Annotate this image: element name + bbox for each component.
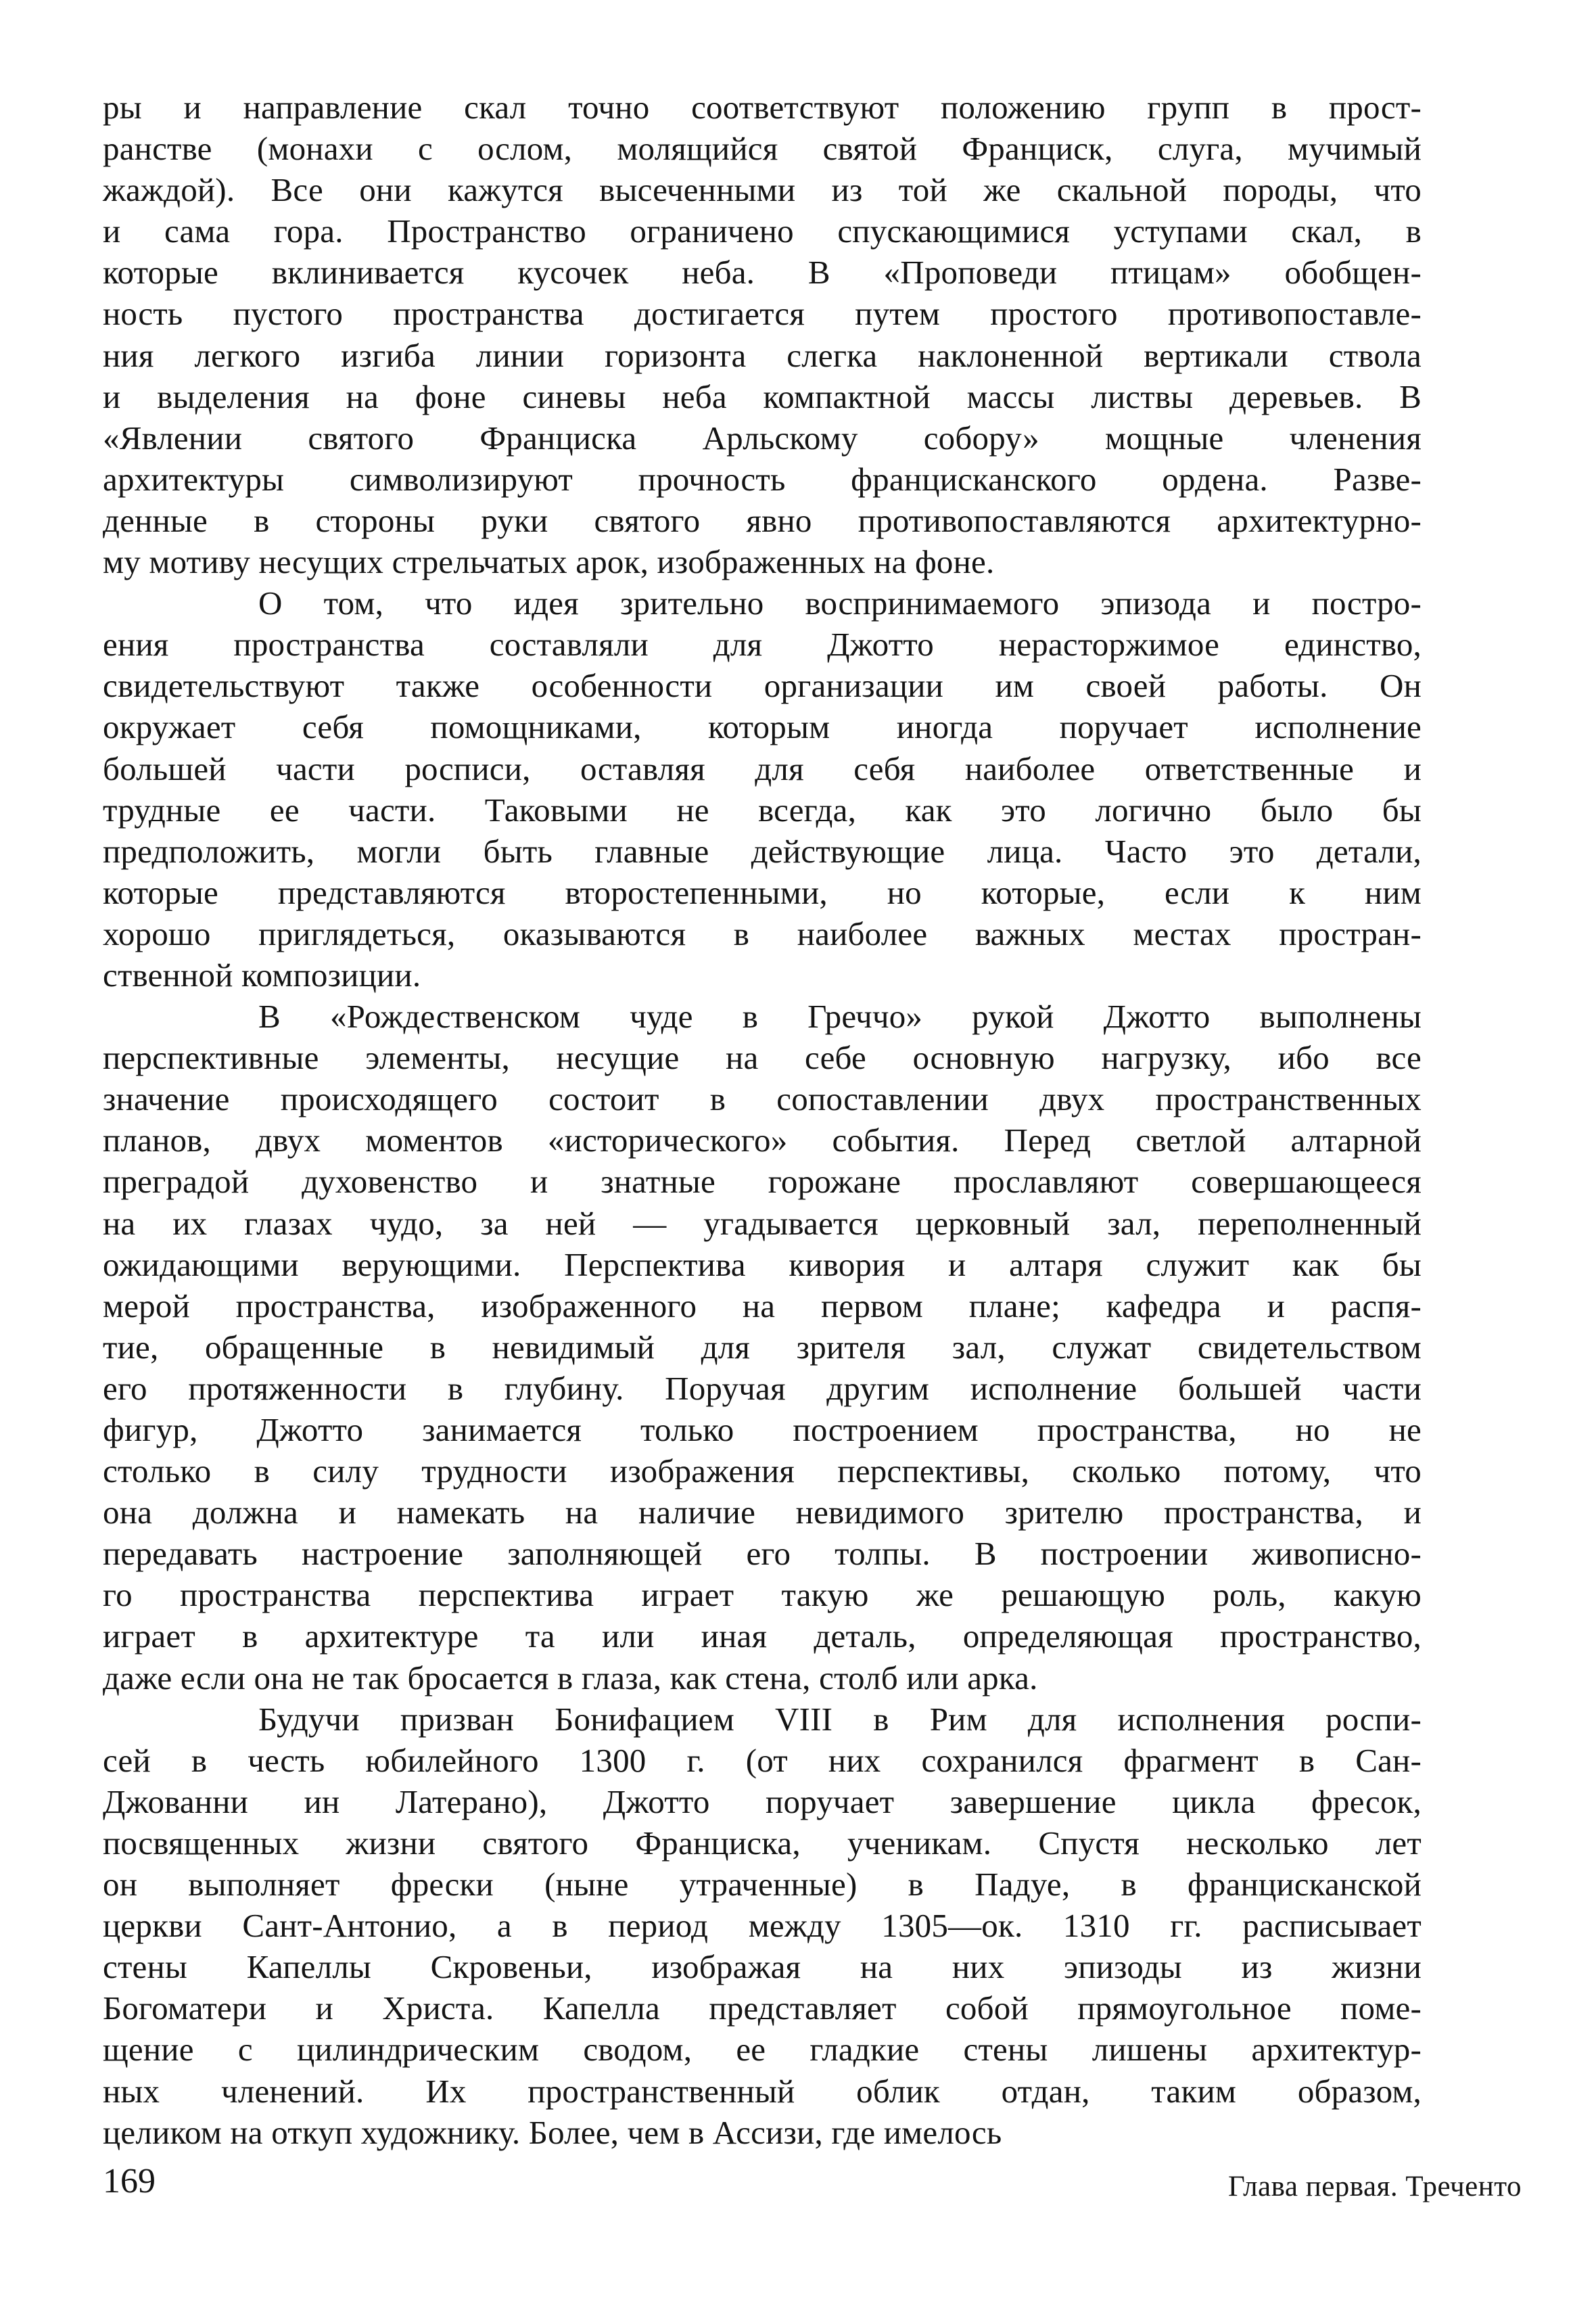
text-line: он выполняет фрески (ныне утраченные) в Падуе, в францисканской — [103, 1866, 1422, 1903]
text-line: окружает себя помощниками, которым иногда поручает исполнение — [103, 708, 1422, 746]
text-line: значение происходящего состоит в сопоставлении двух пространственных — [103, 1080, 1422, 1118]
text-line: ры и направление скал точно соответствуют положению групп в прост- — [103, 89, 1422, 126]
text-line: тие, обращенные в невидимый для зрителя зал, служат свидетельством — [103, 1328, 1422, 1366]
text-line: предположить, могли быть главные действующие лица. Часто это детали, — [103, 832, 1422, 870]
text-line: «Явлении святого Франциска Арльскому собору» мощные членения — [103, 419, 1422, 457]
text-line: мерой пространства, изображенного на первом плане; кафедра и распя- — [103, 1287, 1422, 1324]
text-line: О том, что идея зрительно воспринимаемого эпизода и постро- — [258, 584, 1422, 622]
text-line: го пространства перспектива играет такую же решающую роль, какую — [103, 1576, 1422, 1614]
text-line: фигур, Джотто занимается только построением пространства, но не — [103, 1411, 1422, 1448]
text-line: Богоматери и Христа. Капелла представляет собой прямоугольное поме- — [103, 1989, 1422, 2027]
text-line: столько в силу трудности изображения перспективы, сколько потому, что — [103, 1452, 1422, 1490]
text-line: Будучи призван Бонифацием VIII в Рим для исполнения роспи- — [258, 1700, 1422, 1738]
body-text — [103, 87, 1422, 2153]
text-line: трудные ее части. Таковыми не всегда, как это логично было бы — [103, 791, 1422, 829]
text-line: перспективные элементы, несущие на себе основную нагрузку, ибо все — [103, 1039, 1422, 1077]
text-line: она должна и намекать на наличие невидимого зрителю пространства, и — [103, 1494, 1422, 1531]
text-line: и выделения на фоне синевы неба компактной массы листвы деревьев. В — [103, 377, 1422, 415]
text-line: свидетельствуют также особенности организации им своей работы. Он — [103, 667, 1422, 705]
text-line: целиком на откуп художнику. Более, чем в Ассизи, где имелось — [103, 2113, 1002, 2151]
text-line: ранстве (монахи с ослом, молящийся святой Франциск, слуга, мучимый — [103, 130, 1422, 168]
text-line: которые представляются второстепенными, но которые, если к ним — [103, 873, 1422, 911]
text-line: ственной композиции. — [103, 956, 421, 994]
text-line: Джованни ин Латерано), Джотто поручает завершение цикла фресок, — [103, 1782, 1422, 1820]
text-line: его протяженности в глубину. Поручая другим исполнение большей части — [103, 1369, 1422, 1407]
running-title: Глава первая. Треченто — [1227, 2171, 1522, 2202]
text-line: ения пространства составляли для Джотто нерасторжимое единство, — [103, 626, 1422, 664]
text-line: большей части росписи, оставляя для себя наиболее ответственные и — [103, 749, 1422, 787]
text-line: сей в честь юбилейного 1300 г. (от них сохранился фрагмент в Сан- — [103, 1741, 1422, 1779]
text-line: В «Рождественском чуде в Греччо» рукой Джотто выполнены — [258, 998, 1422, 1036]
text-line: ожидающими верующими. Перспектива кивория и алтаря служит как бы — [103, 1245, 1422, 1283]
text-line: и сама гора. Пространство ограничено спускающимися уступами скал, в — [103, 212, 1422, 250]
page-number: 169 — [103, 2162, 156, 2200]
text-line: церкви Сант-Антонио, а в период между 1305—ок. 1310 гг. расписывает — [103, 1907, 1422, 1945]
text-line: на их глазах чудо, за ней — угадывается церковный зал, переполненный — [103, 1204, 1422, 1242]
text-line: даже если она не так бросается в глаза, как стена, столб или арка. — [103, 1659, 1038, 1697]
text-line: ния легкого изгиба линии горизонта слегка наклоненной вертикали ствола — [103, 336, 1422, 374]
text-line: преградой духовенство и знатные горожане прославляют совершающееся — [103, 1163, 1422, 1201]
text-line: денные в стороны руки святого явно противопоставляются архитектурно- — [103, 501, 1422, 539]
text-line: ность пустого пространства достигается путем простого противопоставле- — [103, 295, 1422, 333]
text-line: ных членений. Их пространственный облик отдан, таким образом, — [103, 2072, 1422, 2110]
text-line: архитектуры символизируют прочность францисканского ордена. Разве- — [103, 460, 1422, 498]
text-line: которые вклинивается кусочек неба. В «Проповеди птицам» обобщен- — [103, 254, 1422, 292]
text-line: му мотиву несущих стрельчатых арок, изображенных на фоне. — [103, 543, 995, 581]
text-line: хорошо приглядеться, оказываются в наиболее важных местах простран- — [103, 915, 1422, 952]
text-line: планов, двух моментов «исторического» события. Перед светлой алтарной — [103, 1122, 1422, 1159]
text-line: жаждой). Все они кажутся высеченными из той же скальной породы, что — [103, 171, 1422, 209]
text-line: играет в архитектуре та или иная деталь, определяющая пространство, — [103, 1617, 1422, 1655]
text-line: передавать настроение заполняющей его толпы. В построении живописно- — [103, 1535, 1422, 1573]
text-line: стены Капеллы Скровеньи, изображая на них эпизоды из жизни — [103, 1948, 1422, 1986]
text-line: посвященных жизни святого Франциска, ученикам. Спустя несколько лет — [103, 1824, 1422, 1862]
text-line: щение с цилиндрическим сводом, ее гладкие стены лишены архитектур- — [103, 2031, 1422, 2069]
